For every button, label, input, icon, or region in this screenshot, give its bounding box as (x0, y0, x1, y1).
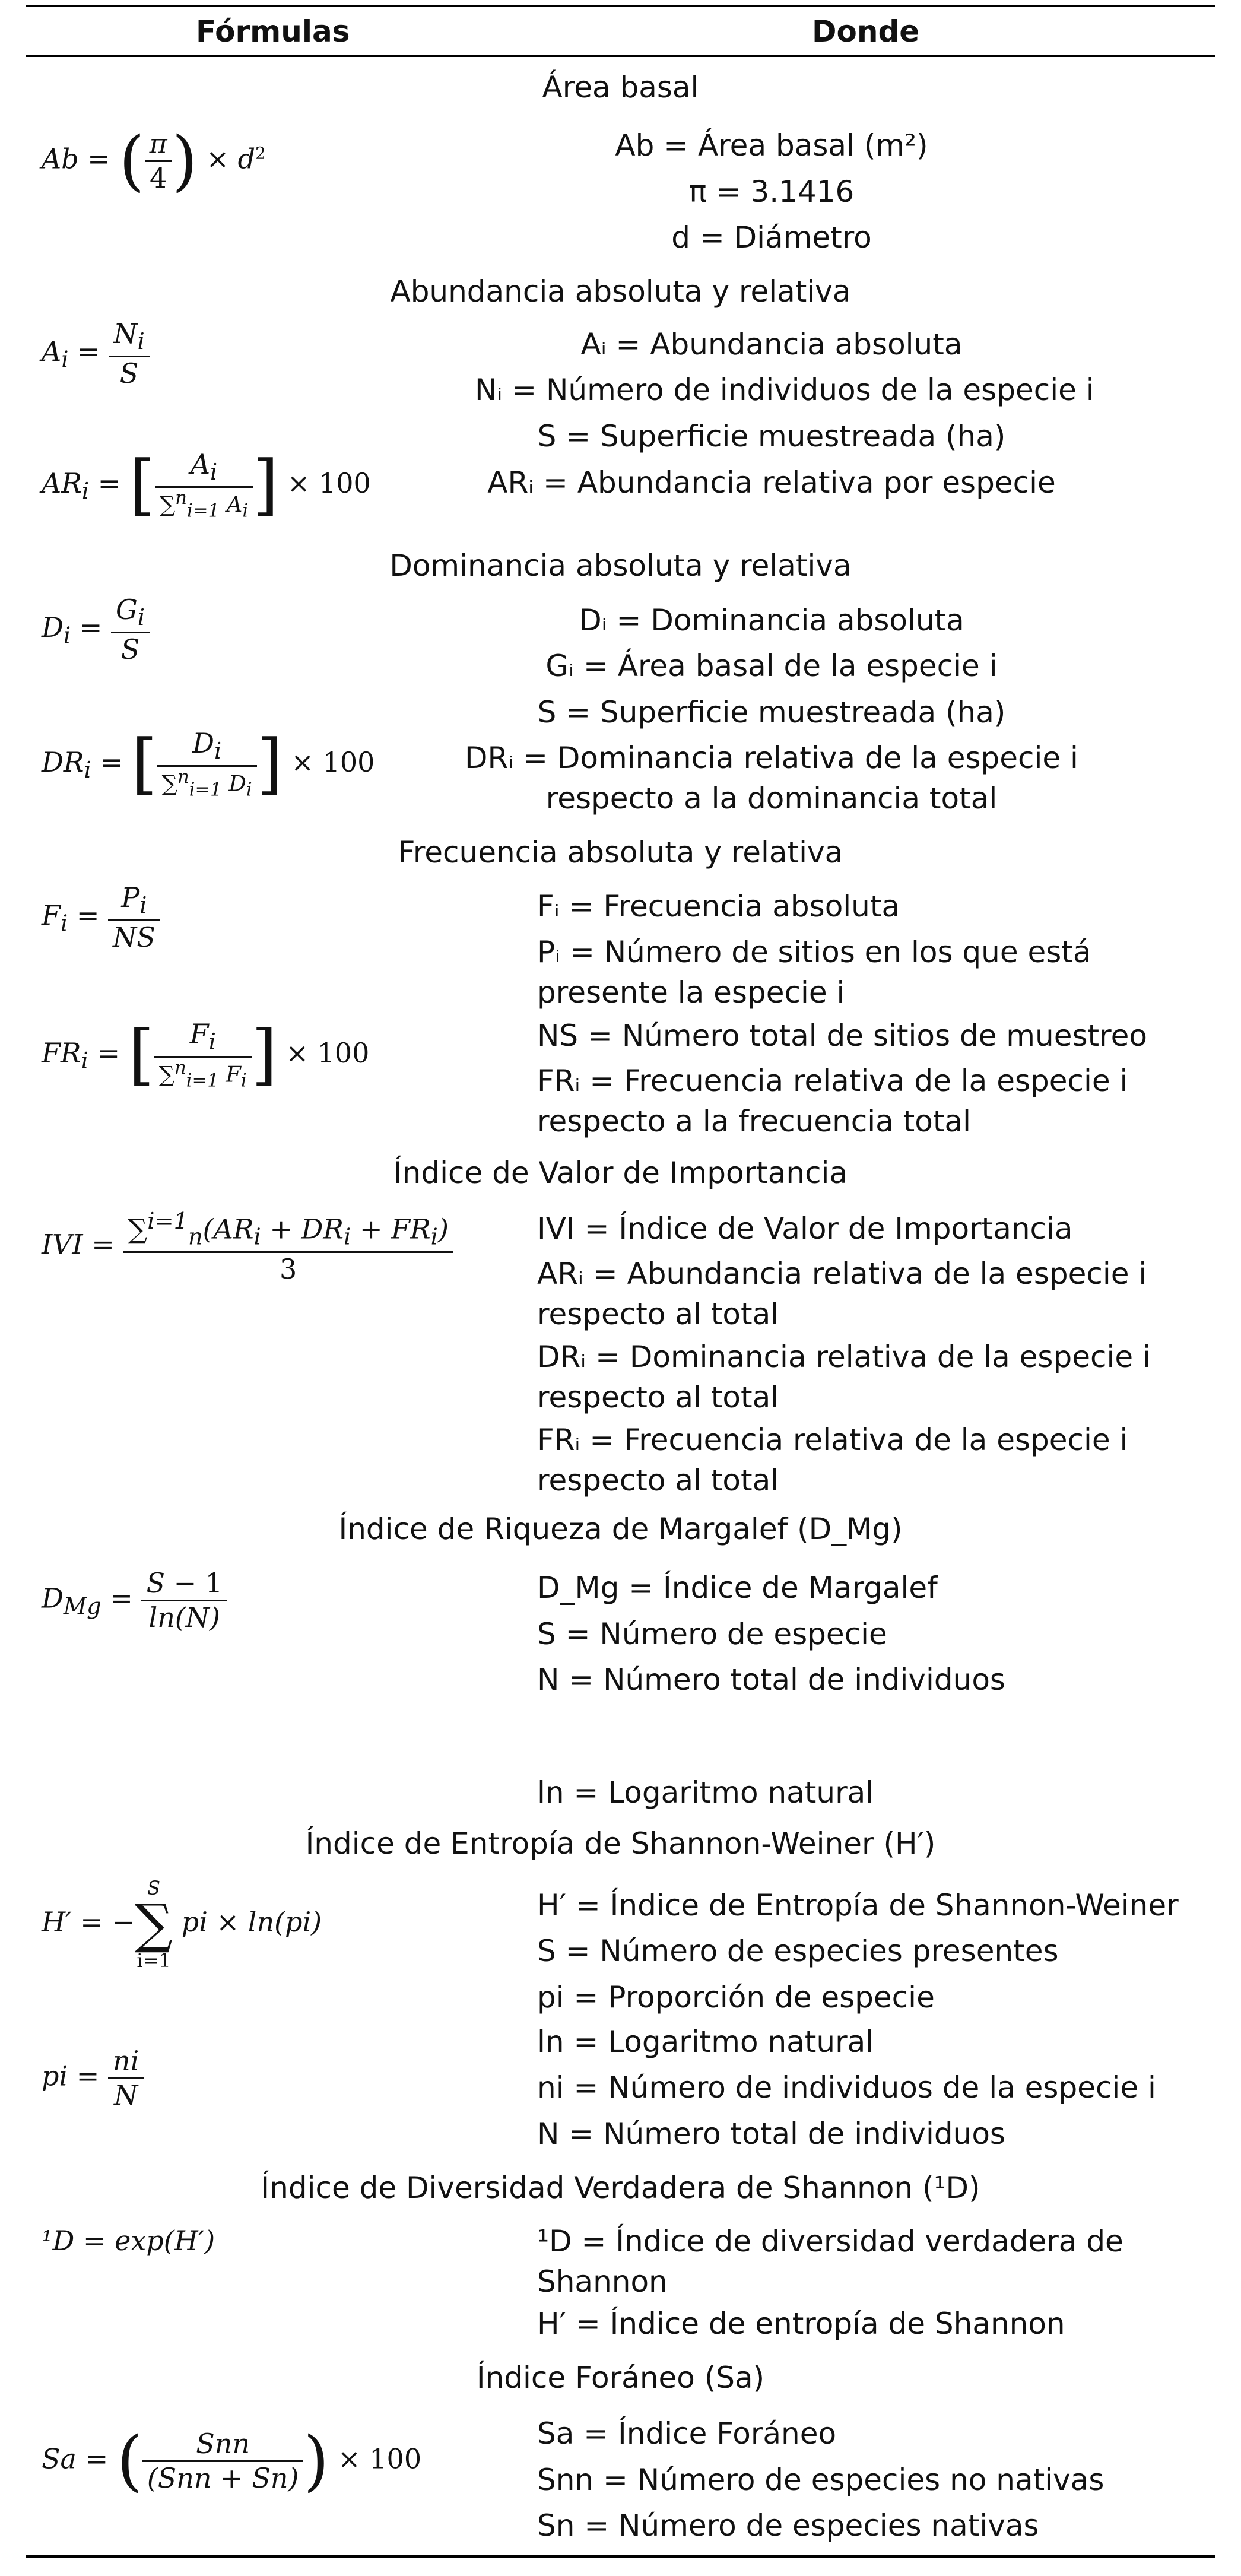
section-title: Área basal (542, 70, 699, 104)
definition: N = Número total de individuos (537, 1663, 1005, 1697)
definition: d = Diámetro (671, 220, 872, 255)
formula-basal-area: Ab = ( $\frac{\pi}{4}$ ) × $d^2$ (42, 123, 266, 199)
formula-absolute-frequency: $F_i$ = $\frac{P_i}{NS}$ (42, 881, 160, 954)
definition: NS = Número total de sitios de muestreo (537, 1019, 1147, 1053)
formula-relative-frequency: $FR_i$ = [ $\frac{F_i}{\sum^n_{i=1} F_i}$ ] × 100 (42, 1017, 370, 1093)
definition: ni = Número de individuos de la especie i (537, 2070, 1156, 2105)
definition: Fᵢ = Frecuencia absoluta (537, 889, 900, 924)
definition: ln = Logaritmo natural (537, 2025, 874, 2059)
definition: ln = Logaritmo natural (537, 1775, 874, 1810)
definition: S = Superficie muestreada (ha) (537, 419, 1006, 453)
formula-foreign-index: Sa = ( $\frac{\text{Snn}}{\text{(Snn + Sn)}}$ ) × 100 (42, 2423, 422, 2499)
formula-true-diversity: ¹D = exp(H′) (42, 2225, 215, 2257)
definition: IVI = Índice de Valor de Importancia (537, 1211, 1073, 1246)
definition: pi = Proporción de especie (537, 1980, 935, 2015)
top-rule (26, 5, 1215, 7)
formula-relative-dominance: $DR_i$ = [ $\frac{D_i}{\sum^n_{i=1} D_i}$ ] × 100 (42, 726, 375, 802)
definition: D_Mg = Índice de Margalef (537, 1571, 938, 1605)
definition: Pᵢ = Número de sitios en los que está presente la especie i (537, 935, 1091, 1010)
definition: FRᵢ = Frecuencia relativa de la especie i respecto a la frecuencia total (537, 1064, 1128, 1138)
section-title: Índice de Riqueza de Margalef (D_Mg) (338, 1512, 903, 1546)
definition: N = Número total de individuos (537, 2117, 1005, 2151)
definition: Snn = Número de especies no nativas (537, 2463, 1104, 2497)
formula-margalef: $D_{Mg}$ = $\frac{S - 1}{\ln(N)}$ (42, 1567, 227, 1634)
definition: ARᵢ = Abundancia relativa de la especie i respecto al total (537, 1257, 1147, 1331)
where-header: Donde (812, 14, 920, 49)
definition: ¹D = Índice de diversidad verdadera de Shannon (537, 2224, 1123, 2299)
formula-absolute-dominance: $D_i$ = $\frac{G_i}{S}$ (42, 594, 150, 666)
section-title: Índice de Diversidad Verdadera de Shannon (¹D) (261, 2171, 980, 2205)
definition: DRᵢ = Dominancia relativa de la especie i respecto al total (537, 1340, 1151, 1414)
definition: Sa = Índice Foráneo (537, 2416, 837, 2451)
definition: H′ = Índice de entropía de Shannon (537, 2307, 1065, 2341)
section-title: Dominancia absoluta y relativa (389, 548, 852, 583)
section-title: Índice Foráneo (Sa) (476, 2361, 765, 2395)
formula-ivi: IVI = $\frac{\sum^{i=1}_n(AR_i + DR_i + FR_i)}{3}$ (42, 1208, 453, 1286)
definition: Dᵢ = Dominancia absoluta (579, 603, 964, 637)
section-title: Abundancia absoluta y relativa (390, 274, 851, 309)
definition: FRᵢ = Frecuencia relativa de la especie i respecto al total (537, 1423, 1128, 1498)
definition: H′ = Índice de Entropía de Shannon-Weiner (537, 1888, 1179, 1923)
formulas-header: Fórmulas (196, 14, 350, 49)
formula-absolute-abundance: $A_i$ = $\frac{N_i}{S}$ (42, 318, 150, 390)
definition: Sn = Número de especies nativas (537, 2508, 1039, 2543)
definition: Ab = Área basal (m²) (615, 128, 928, 163)
section-title: Índice de Valor de Importancia (393, 1156, 848, 1190)
definition: π = 3.1416 (688, 175, 855, 209)
definition: S = Superficie muestreada (ha) (537, 695, 1006, 729)
formula-proportion: pi = $\frac{ni}{N}$ (42, 2045, 144, 2112)
definition: S = Número de especie (537, 1617, 887, 1651)
definition: DRᵢ = Dominancia relativa de la especie i respecto a la dominancia total (465, 741, 1078, 816)
section-title: Índice de Entropía de Shannon-Weiner (H′) (305, 1826, 936, 1861)
definition: Aᵢ = Abundancia absoluta (580, 327, 963, 361)
formula-relative-abundance: $AR_i$ = [ $\frac{A_i}{\sum^n_{i=1} A_i}$ ] × 100 (42, 447, 371, 524)
header-rule (26, 55, 1215, 57)
section-title: Frecuencia absoluta y relativa (398, 835, 843, 870)
definition: S = Número de especies presentes (537, 1934, 1059, 1968)
definition: Gᵢ = Área basal de la especie i (545, 649, 998, 683)
definition: ARᵢ = Abundancia relativa por especie (487, 465, 1056, 500)
definition: Nᵢ = Número de individuos de la especie i (475, 373, 1094, 407)
formula-shannon-weiner: H′ = − S ∑ i=1 pi × ln(pi) (42, 1877, 322, 1972)
bottom-rule (26, 2555, 1215, 2558)
